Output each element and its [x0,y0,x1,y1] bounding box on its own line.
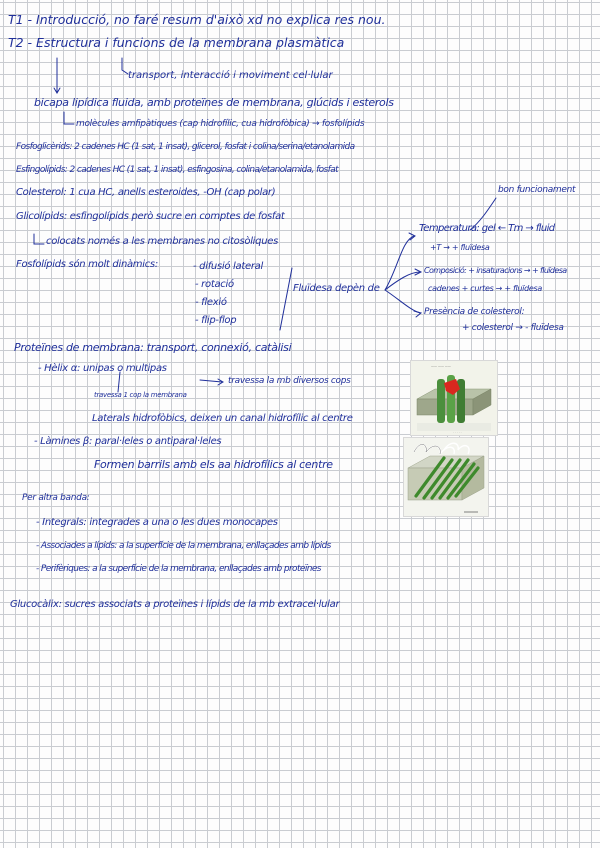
line-travessa-1: travessa 1 cop la membrana [94,391,187,399]
item-difusio: - difusió lateral [193,261,263,272]
divider-line [280,268,292,330]
label-bon-funcionament: bon funcionament [498,185,576,195]
line-integrals: - Integrals: integrades a una o les dues monocapes [36,517,278,528]
arrow-colocats [34,234,44,244]
line-composicio-sub: cadenes + curtes → + fluïdesa [428,284,542,293]
line-associades: - Associades a lípids: a la superfície de la membrana, enllaçades amb lípids [36,541,331,551]
line-travessa-cops: travessa la mb diversos cops [228,376,351,386]
svg-text:· · · · ·: · · · · · [453,430,462,434]
line-composicio: Composició: + insaturacions → + fluïdesa [424,266,567,275]
line-glucocalix: Glucocàlix: sucres associats a proteïnes i lípids de la mb extracel·lular [10,599,340,610]
line-temperatura: Temperatura: gel ← Tm → fluid [419,223,555,234]
line-laterals: Laterals hidrofòbics, deixen un canal hidrofílic al centre [92,413,353,424]
line-colocats: colocats només a les membranes no citosòliques [46,236,278,247]
line-molecules: molècules amfipàtiques (cap hidrofílic, cua hidrofòbica) → fosfolípids [76,119,365,129]
svg-text:—— —— ——: —— —— —— [431,364,451,368]
barrel-protein-diagram [404,438,488,516]
item-flexio: - flexió [195,297,227,308]
line-per-altra: Per altra banda: [22,493,90,503]
helix-protein-diagram [411,361,497,435]
line-temperatura-sub: +T → + fluïdesa [430,243,490,252]
helix-protein-figure [410,360,498,436]
barrel-protein-figure [403,437,489,517]
item-rotacio: - rotació [195,279,234,290]
line-esfingolipids: Esfingolípids: 2 cadenes HC (1 sat, 1 insat), esfingosina, colina/etanolamida, fosfat [16,165,339,175]
line-fluidesa: Fluïdesa depèn de [293,283,380,294]
line-t1: T1 - Introducció, no faré resum d'això xd no explica res nou. [8,12,386,27]
line-presencia: Presència de colesterol: [424,307,525,317]
line-helix: - Hèlix α: unipas o multipas [38,363,167,374]
line-formen: Formen barrils amb els aa hidrofílics al centre [94,458,333,471]
arrow-presencia [385,290,420,313]
line-glicolipids: Glicolípids: esfingolípids però sucre en comptes de fosfat [16,211,285,222]
line-periferiques: - Perifèriques: a la superfície de la membrana, enllaçades amb proteïnes [36,564,321,574]
line-bicapa: bicapa lipídica fluida, amb proteïnes de membrana, glúcids i esterols [34,96,394,109]
arrow-multipas [200,380,222,382]
line-colesterol: Colesterol: 1 cua HC, anells esteroides, -OH (cap polar) [16,187,276,198]
line-t2-heading: T2 - Estructura i funcions de la membrana plasmàtica [8,35,345,50]
line-fosfolipids-dinamics: Fosfolípids són molt dinàmics: [16,259,158,270]
line-proteines: Proteïnes de membrana: transport, connexió, catàlisi [14,341,292,354]
arrow-unipas [118,372,120,392]
line-lamines: - Làmines β: paral·leles o antiparal·leles [34,436,222,447]
item-flipflop: - flip-flop [195,315,237,326]
arrow-molecules [64,112,74,124]
line-transport: transport, interacció i moviment cel·lular [128,70,333,81]
arrow-temperatura [385,236,414,290]
line-fosfoglicerids: Fosfoglicèrids: 2 cadenes HC (1 sat, 1 insat), glicerol, fosfat i colina/serina/etanolamida [16,142,355,152]
line-presencia-sub: + colesterol → - fluïdesa [462,323,564,333]
